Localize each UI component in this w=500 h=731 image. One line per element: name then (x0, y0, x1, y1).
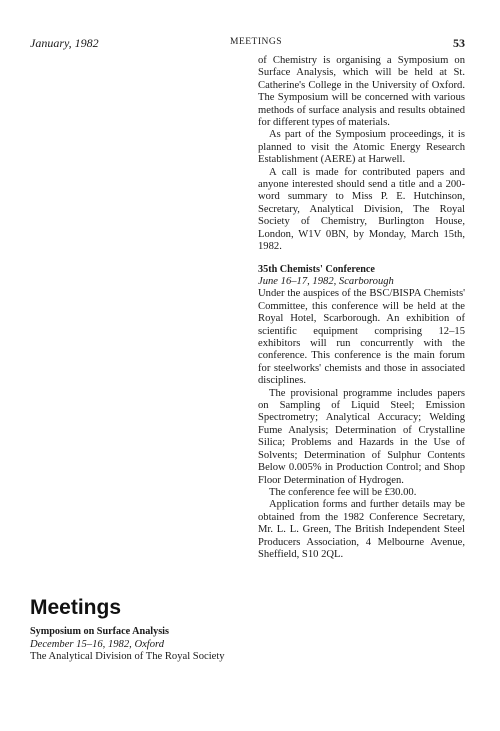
conference-date: June 16–17, 1982, Scarborough (258, 276, 394, 287)
conference-title: 35th Chemists' Conference (258, 264, 375, 275)
page-number: 53 (453, 36, 465, 50)
chemists-conference-section (258, 263, 465, 561)
meeting-date: December 15–16, 1982, Oxford (30, 638, 165, 650)
symposium-paragraph-3: A call is made for contributed papers and anyone interested should send a title and a 200-word summary to Miss P. E. Hutchinson, Secretary, Analytical Division, The Royal Society of Chemistry, Burlington House, London, W1V 0BN, by Monday, March 15th, 1982. (258, 166, 465, 253)
issue-date: January, 1982 (30, 36, 99, 50)
conference-paragraph-1: Under the auspices of the BSC/BISPA Chemists' Committee, this conference will be held at the Royal Hotel, Scarborough. An exhibition of scientific equipment comprising 12–15 exhibitors will run concurrently with the conference. This conference is the main forum for steelworks' chemists and those in associated disciplines. (258, 288, 465, 387)
section-title: Meetings (30, 596, 122, 619)
meeting-organiser: The Analytical Division of The Royal Society (30, 651, 225, 663)
conference-paragraph-3: The conference fee will be £30.00. (269, 486, 417, 498)
conference-paragraph-4: Application forms and further details may be obtained from the 1982 Conference Secretary, Mr. L. L. Green, The British Independent Steel Producers Association, 4 Melbourne Avenue, Sheffield, S10 2QL. (258, 499, 465, 560)
running-title: MEETINGS (230, 37, 283, 47)
symposium-continued-column (258, 55, 465, 254)
meeting-title: Symposium on Surface Analysis (30, 626, 169, 637)
page-header (30, 36, 465, 52)
meetings-section (30, 594, 330, 664)
symposium-paragraph-2: As part of the Symposium proceedings, it is planned to visit the Atomic Energy Research Establishment (AERE) at Harwell. (258, 129, 465, 166)
conference-paragraph-2: The provisional programme includes papers on Sampling of Liquid Steel; Emission Spectrometry; Analytical Accuracy; Welding Fume Analysis; Determination of Crystalline Silica; Problems and Hazards in the Use of Solvents; Determination of Sulphur Contents Below 0.005% in Production Control; and Shop Floor Determination of Hydrogen. (258, 387, 465, 486)
symposium-paragraph-1: of Chemistry is organising a Symposium on Surface Analysis, which will be held at St. Catherine's College in the University of Oxford. The Symposium will be concerned with various methods of surface analysis and results obtained for different types of materials. (258, 55, 465, 129)
